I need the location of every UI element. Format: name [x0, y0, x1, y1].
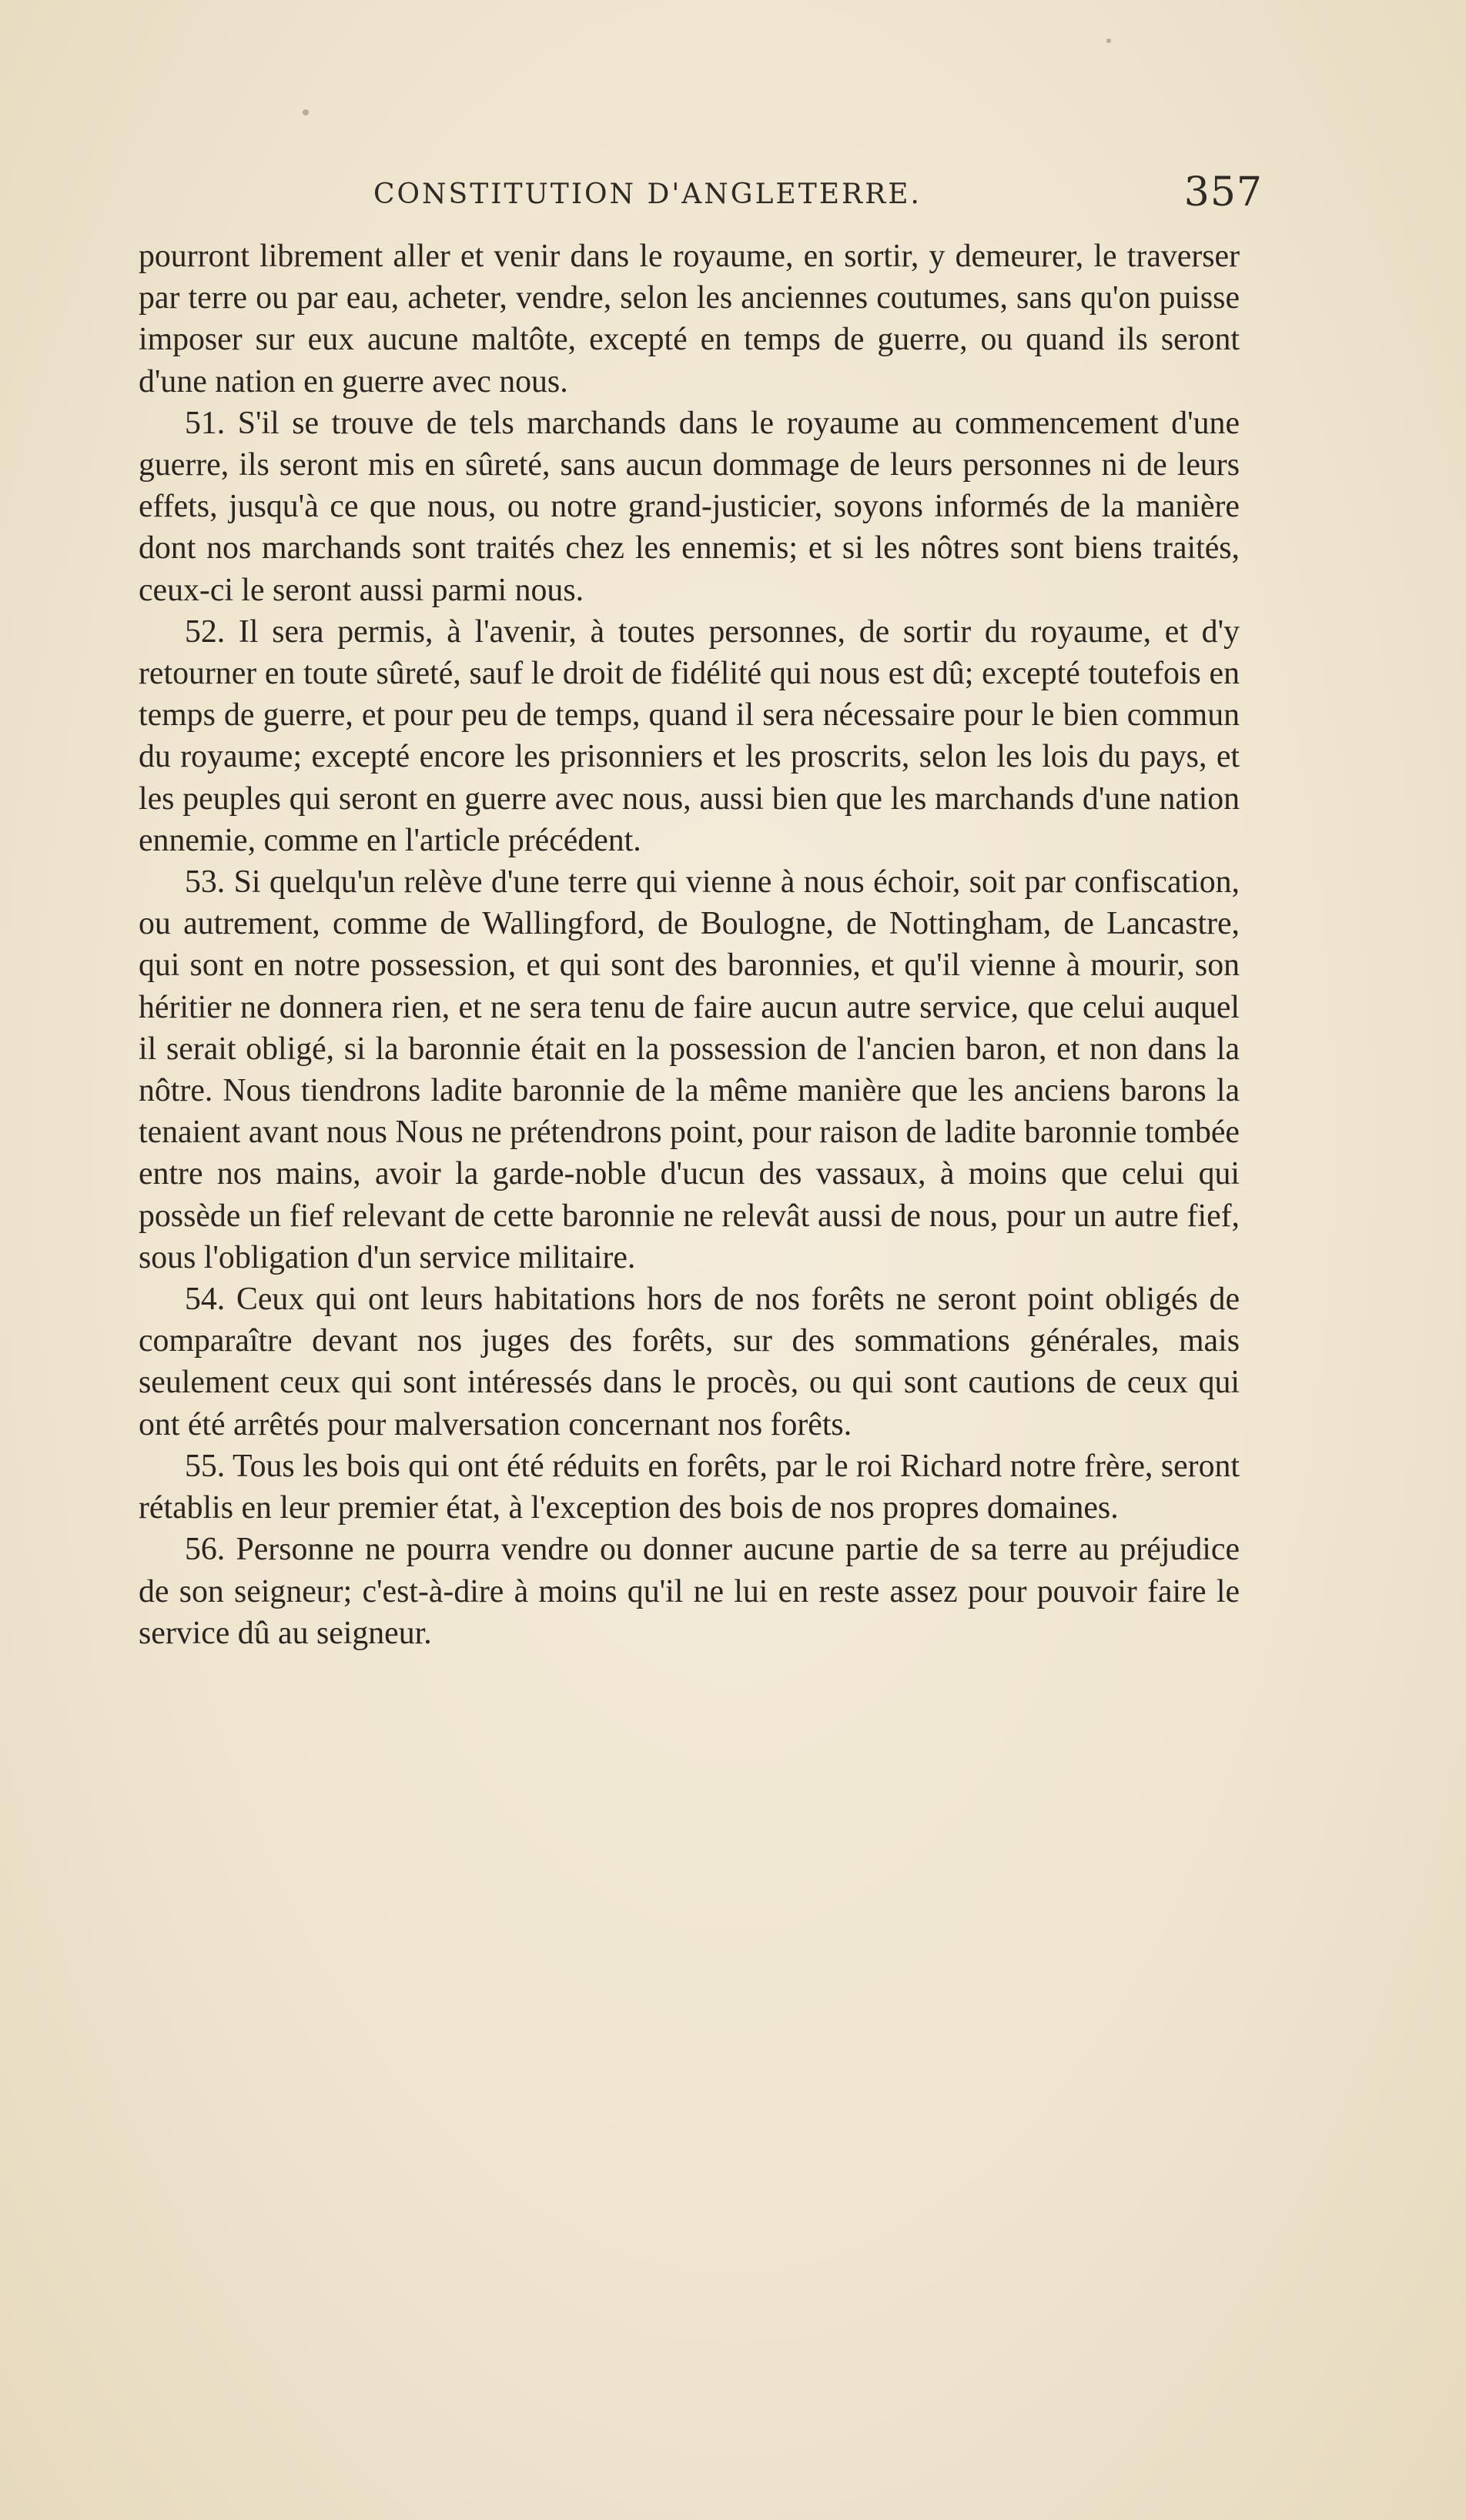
article-55 — [139, 1445, 1240, 1529]
paragraph-text: Tous les bois qui ont été réduits en forêts, par le roi Richard notre frère, seront rétablis en leur premier état, à l'exception des bois de nos propres domaines. — [139, 1448, 1240, 1526]
article-54 — [139, 1278, 1240, 1445]
running-head — [139, 169, 1263, 223]
article-number: 55. — [185, 1448, 226, 1484]
paragraph-text: pourront librement aller et venir dans le royaume, en sortir, y demeurer, le traverser par terre ou par eau, acheter, vendre, selon les anciennes coutumes, sans qu'on puisse imposer sur eux aucune maltôte, excepté en temps de guerre, ou quand ils seront d'une nation en guerre avec nous. — [139, 239, 1240, 399]
article-number: 56. — [185, 1532, 226, 1568]
paragraph-text: Personne ne pourra vendre ou donner aucune partie de sa terre au préjudice de son seigneur; c'est-à-dire à moins qu'il ne lui en reste assez pour pouvoir faire le service dû au seigneur. — [139, 1532, 1240, 1651]
paragraph-text: S'il se trouve de tels marchands dans le royaume au commencement d'une guerre, ils seront mis en sûreté, sans aucun dommage de leurs personnes ni de leurs effets, jusqu'à ce que nous, ou notre grand-justicier, soyons informés de la manière dont nos marchands sont traités chez les ennemis; et si les nôtres sont biens traités, ceux-ci le seront aussi parmi nous. — [139, 405, 1240, 608]
article-number: 53. — [185, 864, 226, 901]
body-text — [139, 236, 1240, 1654]
paragraph-text: Ceux qui ont leurs habitations hors de nos forêts ne seront point obligés de comparaître devant nos juges des forêts, sur des sommations générales, mais seulement ceux qui sont intéressés dans le procès, ou qui sont cautions de ceux qui ont été arrêtés pour malversation concernant nos forêts. — [139, 1282, 1240, 1442]
running-title: CONSTITUTION D'ANGLETERRE. — [373, 179, 922, 210]
page-number: 357 — [1183, 169, 1263, 216]
paragraph-continuation — [139, 236, 1240, 403]
article-number: 52. — [185, 613, 226, 650]
article-56 — [139, 1529, 1240, 1654]
paragraph-text: Il sera permis, à l'avenir, à toutes personnes, de sortir du royaume, et d'y retourner en toute sûreté, sauf le droit de fidélité qui nous est dû; excepté toutefois en temps de guerre, et pour peu de temps, quand il sera nécessaire pour le bien commun du royaume; excepté encore les prisonniers et les proscrits, selon les lois du pays, et les peuples qui seront en guerre avec nous, aussi bien que les marchands d'une nation ennemie, comme en l'article précédent. — [139, 613, 1240, 858]
article-52 — [139, 611, 1240, 861]
paper-speck — [1106, 38, 1111, 43]
paragraph-text: Si quelqu'un relève d'une terre qui vienne à nous échoir, soit par confiscation, ou autrement, comme de Wallingford, de Boulogne, de Nottingham, de Lancastre, qui sont en notre possession, et qui sont des baronnies, et qu'il vienne à mourir, son héritier ne donnera rien, et ne sera tenu de faire aucun autre service, que celui auquel il serait obligé, si la baronnie était en la possession de l'ancien baron, et non dans la nôtre. Nous tiendrons ladite baronnie de la même manière que les anciens barons la tenaient avant nous Nous ne prétendrons point, pour raison de ladite baronnie tombée entre nos mains, avoir la garde-noble d'ucun des vassaux, à moins que celui qui possède un fief relevant de cette baronnie ne relevât aussi de nous, pour un autre fief, sous l'obligation d'un service militaire. — [139, 864, 1240, 1275]
article-number: 51. — [185, 405, 226, 441]
paper-speck — [303, 109, 309, 115]
article-number: 54. — [185, 1282, 226, 1318]
article-51 — [139, 403, 1240, 611]
article-53 — [139, 861, 1240, 1278]
